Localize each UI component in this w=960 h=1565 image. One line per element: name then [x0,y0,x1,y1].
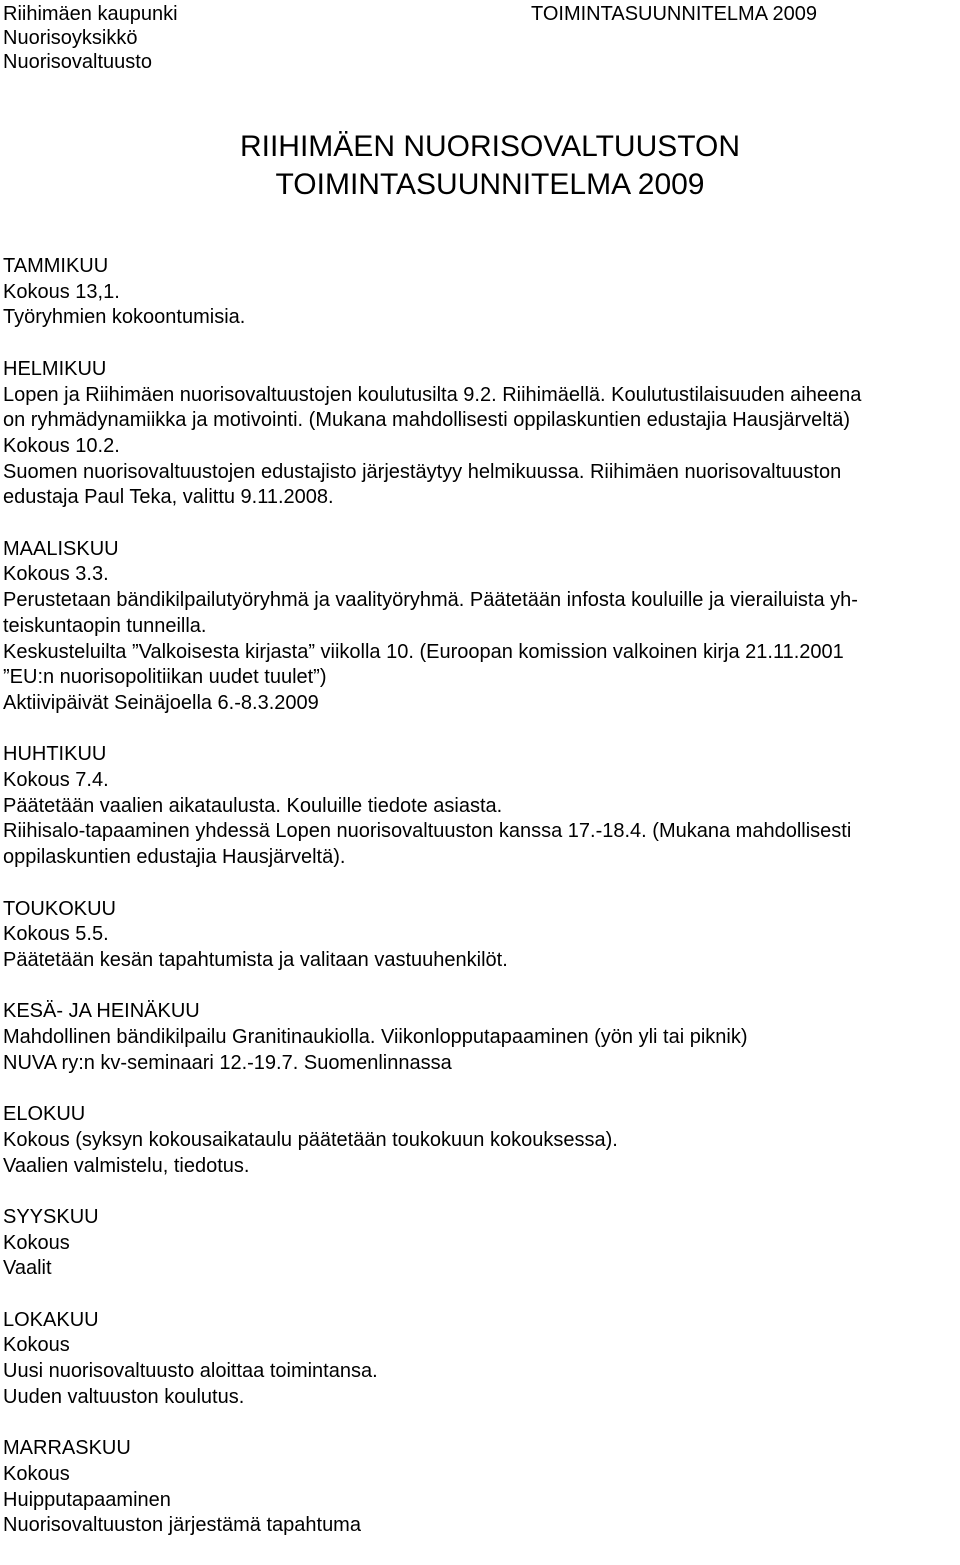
month-heading: TAMMIKUU [3,255,109,277]
month-entry-line: Kokous [3,1334,70,1357]
month-entry-line: Kokous 13,1. [3,280,120,303]
month-entry-line: on ryhmädynamiikka ja motivointi. (Mukana mahdollisesti oppilaskuntien edustajia Hausjärveltä) [3,409,851,432]
month-entry-line: Työryhmien kokoontumisia. [3,306,246,329]
organization-council: Nuorisovaltuusto [3,51,152,73]
month-section [3,357,953,511]
page-title-line-1: RIIHIMÄEN NUORISOVALTUUSTON [239,130,741,163]
month-section [3,999,953,1076]
month-entry-line: teiskuntaopin tunneilla. [3,614,207,637]
month-entry-line: Kokous 7.4. [3,769,109,792]
month-entry-line: Kokous 3.3. [3,563,109,586]
month-section [3,537,953,717]
organization-block [3,2,178,74]
month-entry-line: Lopen ja Riihimäen nuorisovaltuustojen koulutusilta 9.2. Riihimäellä. Koulutustilaisuuden aiheena [3,383,862,406]
month-entry-line: Riihisalo-tapaaminen yhdessä Lopen nuorisovaltuuston kanssa 17.-18.4. (Mukana mahdollisesti [3,820,852,843]
month-entry-line: Huipputapaaminen [3,1488,171,1511]
month-entry-line: Kokous 5.5. [3,923,109,946]
organization-city: Riihimäen kaupunki [3,3,178,25]
month-entry-line: NUVA ry:n kv-seminaari 12.-19.7. Suomenlinnassa [3,1051,452,1074]
page-title [0,128,960,204]
month-section [3,254,953,331]
month-entry-line: oppilaskuntien edustajia Hausjärveltä). [3,846,346,869]
month-entry-line: Aktiivipäivät Seinäjoella 6.-8.3.2009 [3,691,319,714]
document-label: TOIMINTASUUNNITELMA 2009 [531,3,817,25]
month-section [3,1205,953,1282]
month-heading: MAALISKUU [3,537,119,560]
plan-content [3,254,953,1565]
month-section [3,742,953,871]
month-section [3,897,953,974]
month-entry-line: edustaja Paul Teka, valittu 9.11.2008. [3,486,334,509]
month-heading: TOUKOKUU [3,897,116,920]
month-heading: SYYSKUU [3,1205,99,1228]
month-entry-line: Perustetaan bändikilpailutyöryhmä ja vaalityöryhmä. Päätetään infosta kouluille ja vierailuista yh- [3,589,858,612]
month-entry-line: Kokous [3,1231,70,1254]
month-entry-line: ”EU:n nuorisopolitiikan uudet tuulet”) [3,666,327,689]
month-entry-line: Päätetään kesän tapahtumista ja valitaan vastuuhenkilöt. [3,948,508,971]
page-title-line-2: TOIMINTASUUNNITELMA 2009 [275,168,705,201]
month-heading: LOKAKUU [3,1308,99,1331]
month-entry-line: Kokous 10.2. [3,434,120,457]
month-entry-line: Suomen nuorisovaltuustojen edustajisto järjestäytyy helmikuussa. Riihimäen nuorisovaltuuston [3,460,842,483]
month-heading: KESÄ- JA HEINÄKUU [3,1000,200,1023]
month-heading: HELMIKUU [3,357,107,380]
month-entry-line: Keskusteluilta ”Valkoisesta kirjasta” viikolla 10. (Euroopan komission valkoinen kirja 21.11.2001 [3,640,844,663]
organization-unit: Nuorisoyksikkö [3,27,138,49]
month-entry-line: Uuden valtuuston koulutus. [3,1385,245,1408]
month-entry-line: Uusi nuorisovaltuusto aloittaa toimintansa. [3,1360,378,1383]
month-heading: ELOKUU [3,1103,86,1126]
month-entry-line: Nuorisovaltuuston järjestämä tapahtuma [3,1514,361,1537]
month-entry-line: Vaalit [3,1257,52,1280]
month-entry-line: Päätetään vaalien aikataulusta. Kouluille tiedote asiasta. [3,794,503,817]
month-entry-line: Mahdollinen bändikilpailu Granitinaukiolla. Viikonlopputapaaminen (yön yli tai piknik) [3,1026,748,1049]
month-entry-line: Kokous (syksyn kokousaikataulu päätetään toukokuun kokouksessa). [3,1128,618,1151]
month-section [3,1102,953,1179]
month-section [3,1436,953,1539]
month-section [3,1308,953,1411]
month-entry-line: Vaalien valmistelu, tiedotus. [3,1154,250,1177]
month-entry-line: Kokous [3,1462,70,1485]
month-heading: MARRASKUU [3,1437,131,1460]
month-heading: HUHTIKUU [3,743,107,766]
